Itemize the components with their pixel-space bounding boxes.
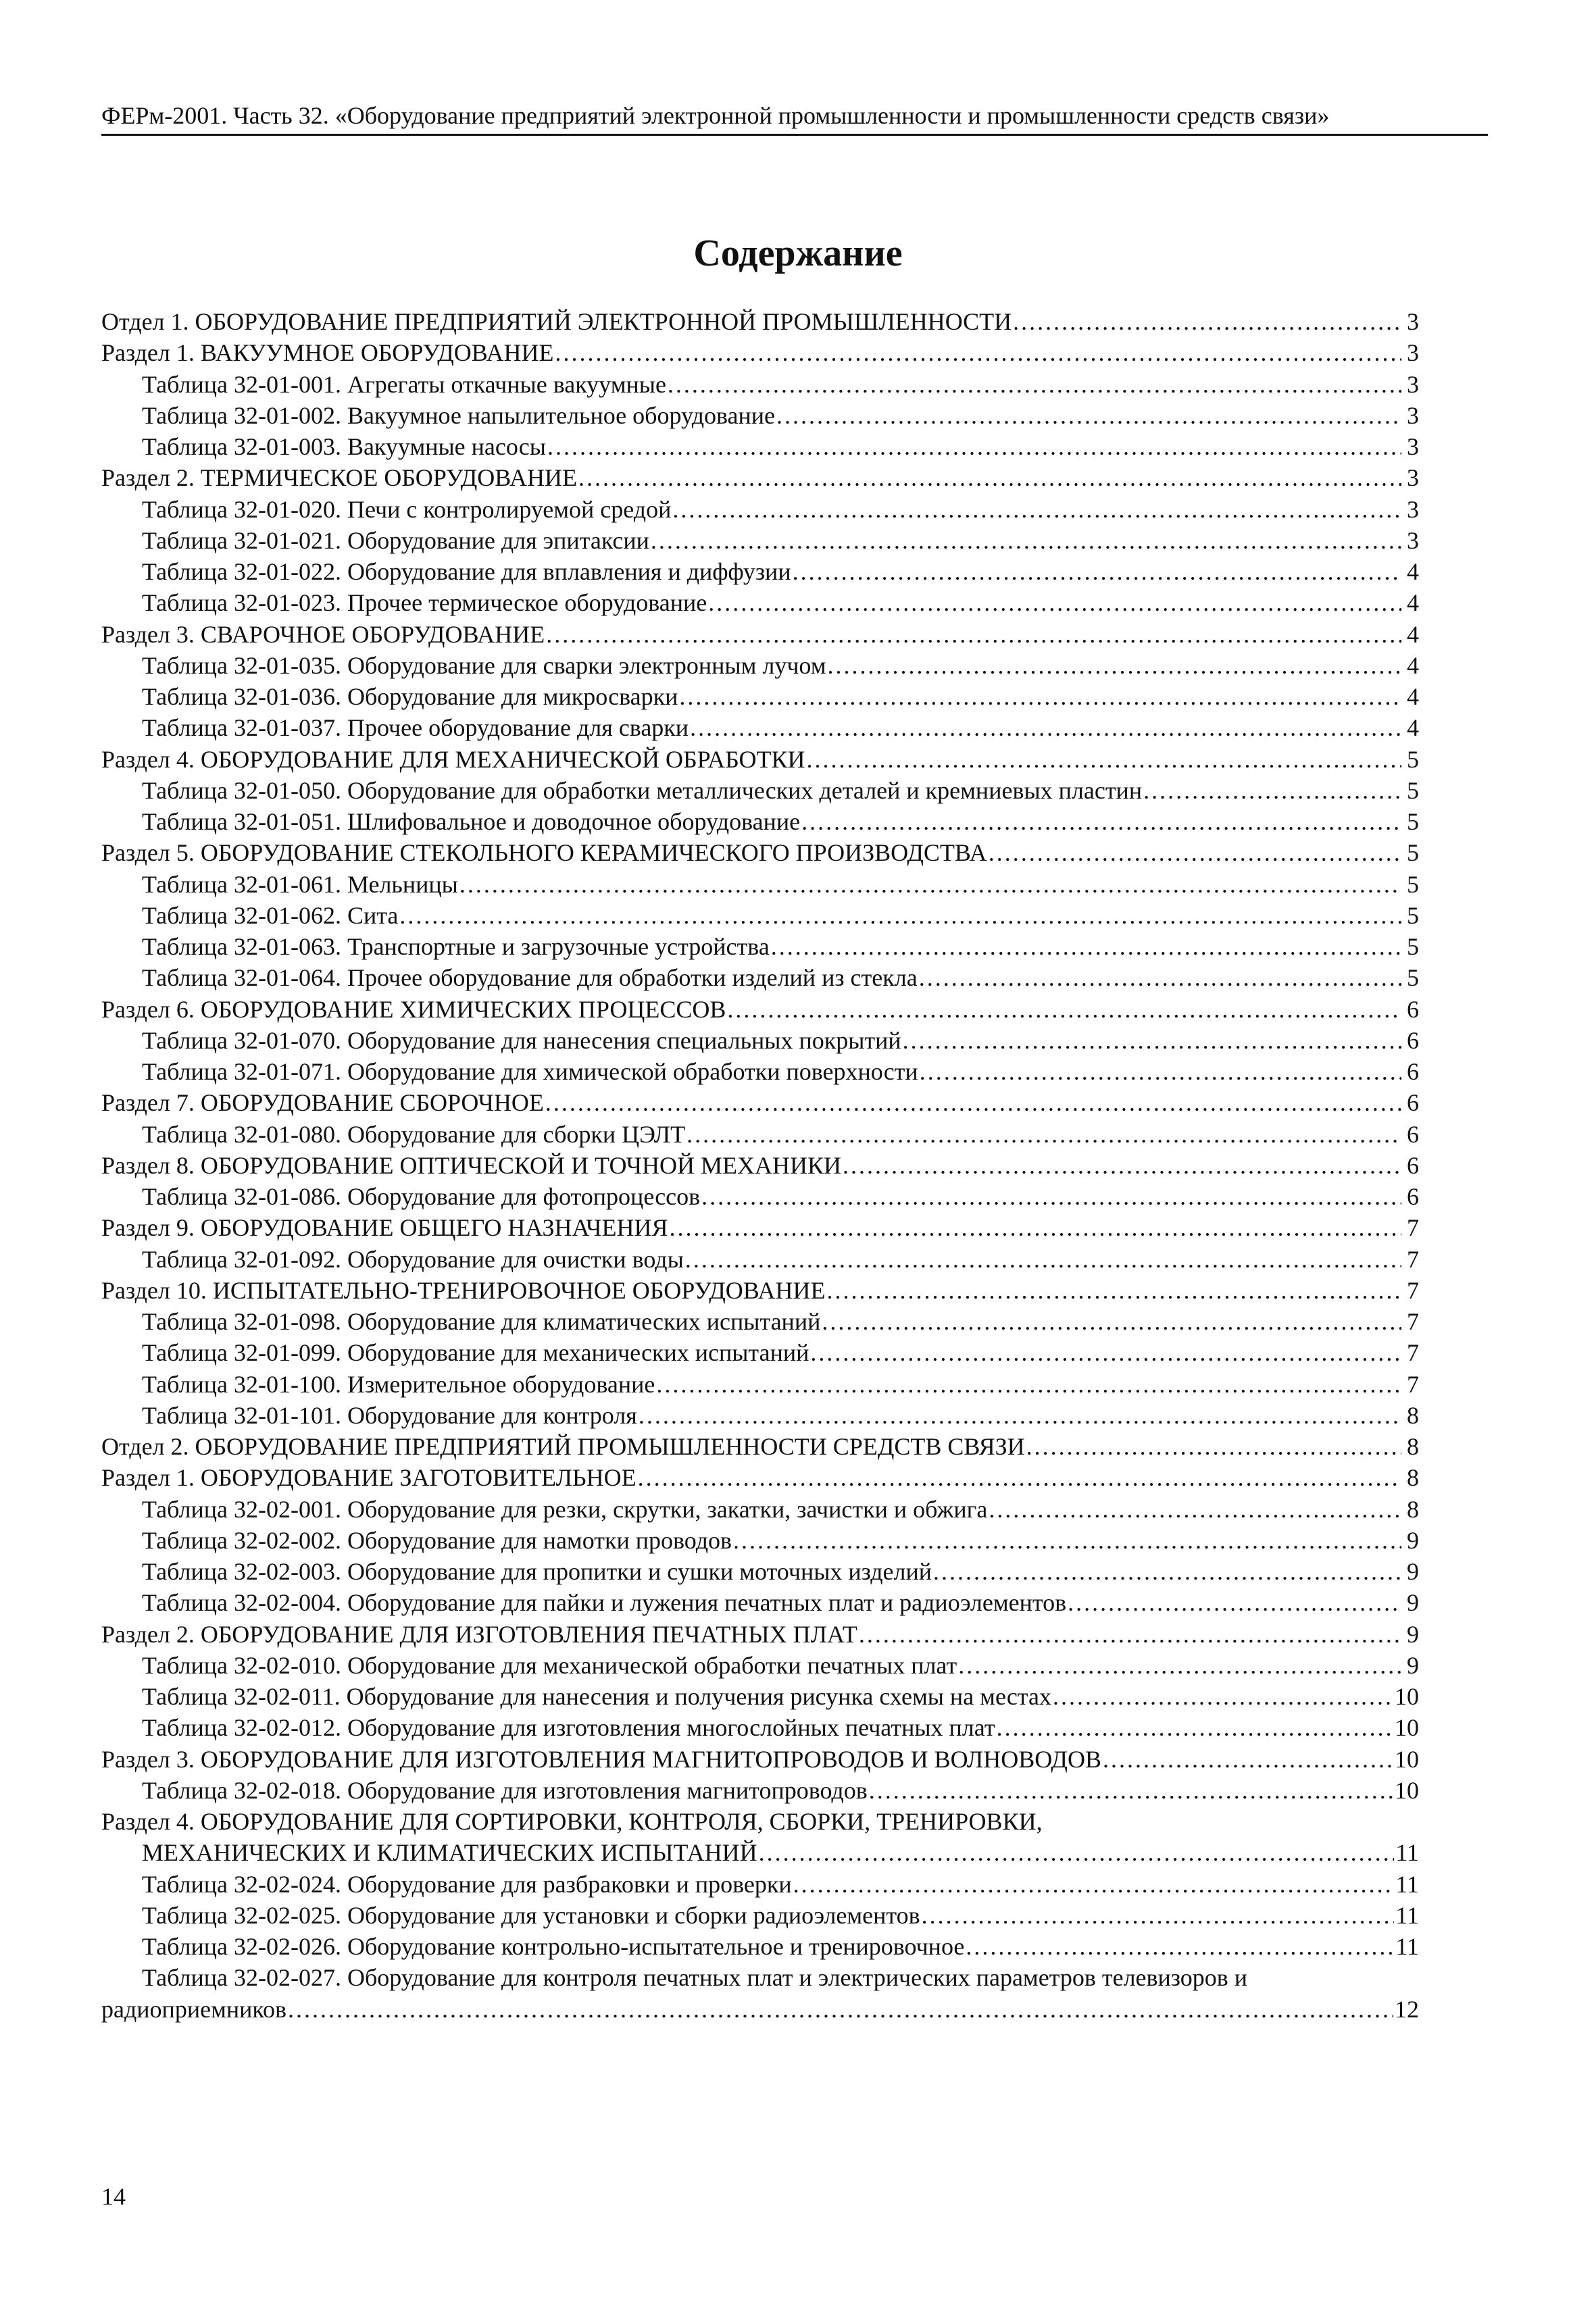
toc-leader-dots: [793, 1869, 1395, 1900]
toc-entry: [101, 1962, 1419, 2025]
toc-entry: [101, 619, 1419, 650]
toc-page-number: 3: [1407, 433, 1419, 460]
toc-entry: [101, 1181, 1419, 1212]
toc-leader-dots: [288, 1994, 1393, 2025]
toc-page-number: 8: [1407, 1401, 1419, 1429]
toc-page-number: 5: [1407, 776, 1419, 804]
toc-entry: [101, 1212, 1419, 1243]
toc-page-number: 5: [1407, 901, 1419, 929]
toc-page-number: 10: [1395, 1745, 1419, 1773]
toc-leader-dots: [793, 556, 1401, 587]
toc-leader-dots: [1053, 1681, 1393, 1712]
toc-entry-text: Раздел 2. ТЕРМИЧЕСКОЕ ОБОРУДОВАНИЕ: [101, 464, 578, 492]
toc-entry: [101, 1369, 1419, 1400]
toc-entry-text: Таблица 32-01-051. Шлифовальное и доводочное оборудование: [142, 808, 801, 835]
toc-page-number: 11: [1395, 1870, 1419, 1898]
toc-entry-text: Таблица 32-01-021. Оборудование для эпитаксии: [142, 526, 649, 554]
toc-entry: [101, 1556, 1419, 1587]
toc-entry: [101, 1900, 1419, 1931]
toc-page-number: 7: [1407, 1245, 1419, 1273]
toc-page-number: 4: [1407, 683, 1419, 710]
toc-entry: [101, 1337, 1419, 1368]
toc-entry-text: Раздел 2. ОБОРУДОВАНИЕ ДЛЯ ИЗГОТОВЛЕНИЯ ПЕЧАТНЫХ ПЛАТ: [101, 1620, 857, 1648]
toc-entry: [101, 1275, 1419, 1306]
toc-entry-text: Таблица 32-02-004. Оборудование для пайки и лужения печатных плат и радиоэлементов: [142, 1589, 1067, 1617]
toc-entry: [101, 462, 1419, 493]
toc-entry: [101, 962, 1419, 993]
toc-leader-dots: [555, 337, 1401, 368]
toc-entry-text: Раздел 5. ОБОРУДОВАНИЕ СТЕКОЛЬНОГО КЕРАМИЧЕСКОГО ПРОИЗВОДСТВА: [101, 839, 987, 867]
toc-entry-text: Раздел 1. ОБОРУДОВАНИЕ ЗАГОТОВИТЕЛЬНОЕ: [101, 1464, 637, 1492]
toc-leader-dots: [545, 1087, 1401, 1118]
toc-entry-text: Таблица 32-02-024. Оборудование для разбраковки и проверки: [142, 1870, 792, 1898]
toc-page-number: 6: [1407, 1089, 1419, 1117]
toc-leader-dots: [1013, 306, 1401, 337]
toc-page-number: 4: [1407, 651, 1419, 679]
toc-entry: [101, 775, 1419, 806]
toc-entry: [101, 587, 1419, 618]
toc-entry: [101, 900, 1419, 931]
toc-entry: [101, 1525, 1419, 1556]
toc-entry: [101, 1056, 1419, 1087]
toc-page-number: 5: [1407, 870, 1419, 898]
toc-leader-dots: [759, 1837, 1395, 1868]
toc-entry-text: Таблица 32-02-025. Оборудование для установки и сборки радиоэлементов: [142, 1901, 920, 1929]
toc-entry: [101, 1744, 1419, 1775]
toc-entry: [101, 681, 1419, 712]
toc-entry-text: Раздел 10. ИСПЫТАТЕЛЬНО-ТРЕНИРОВОЧНОЕ ОБОРУДОВАНИЕ: [101, 1276, 826, 1304]
toc-leader-dots: [669, 1212, 1401, 1243]
toc-entry-text: Таблица 32-01-002. Вакуумное напылительное оборудование: [142, 401, 776, 429]
toc-entry-text: Таблица 32-01-020. Печи с контролируемой средой: [142, 495, 672, 523]
toc-page-number: 8: [1407, 1433, 1419, 1460]
toc-entry: [101, 1025, 1419, 1056]
toc-page-number: 4: [1407, 558, 1419, 585]
toc-entry: [101, 994, 1419, 1025]
toc-entry-text: Таблица 32-01-064. Прочее оборудование для обработки изделий из стекла: [142, 964, 918, 992]
toc-leader-dots: [399, 900, 1401, 931]
toc-entry-text: Таблица 32-01-080. Оборудование для сборки ЦЭЛТ: [142, 1120, 686, 1148]
toc-entry-text: Раздел 9. ОБОРУДОВАНИЕ ОБЩЕГО НАЗНАЧЕНИЯ: [101, 1214, 668, 1242]
toc-entry-text: Таблица 32-02-027. Оборудование для контроля печатных плат и электрических параметров телевизоров и: [142, 1964, 1248, 1992]
toc-entry: [101, 556, 1419, 587]
toc-entry: [101, 1150, 1419, 1181]
toc-leader-dots: [843, 1150, 1401, 1181]
toc-entry-text: Раздел 7. ОБОРУДОВАНИЕ СБОРОЧНОЕ: [101, 1089, 544, 1117]
toc-page-number: 11: [1395, 1901, 1419, 1929]
toc-page-number: 7: [1407, 1370, 1419, 1398]
toc-entry: [101, 431, 1419, 462]
toc-entry-text: Таблица 32-01-001. Агрегаты откачные вакуумные: [142, 370, 666, 398]
toc-entry-text: радиоприемников: [101, 1995, 287, 2023]
toc-entry-text: Раздел 3. СВАРОЧНОЕ ОБОРУДОВАНИЕ: [101, 620, 545, 648]
toc-page-number: 7: [1407, 1339, 1419, 1367]
toc-page-number: 4: [1407, 589, 1419, 617]
page-title: Содержание: [693, 232, 903, 274]
toc-entry: [101, 806, 1419, 837]
toc-leader-dots: [687, 1119, 1401, 1150]
toc-entry: [101, 494, 1419, 525]
toc-entry: [101, 1650, 1419, 1681]
toc-page-number: 3: [1407, 370, 1419, 398]
toc-entry-text: Таблица 32-01-023. Прочее термическое оборудование: [142, 589, 707, 617]
toc-leader-dots: [672, 494, 1401, 525]
table-of-contents: [101, 306, 1419, 2025]
toc-entry: [101, 1494, 1419, 1525]
toc-page-number: 5: [1407, 745, 1419, 773]
toc-page-number: 10: [1395, 1714, 1419, 1742]
toc-leader-dots: [656, 1369, 1401, 1400]
page-number: 14: [101, 2183, 126, 2210]
toc-entry-text: Таблица 32-01-061. Мельницы: [142, 870, 458, 898]
toc-entry-text: Раздел 3. ОБОРУДОВАНИЕ ДЛЯ ИЗГОТОВЛЕНИЯ МАГНИТОПРОВОДОВ И ВОЛНОВОДОВ: [101, 1745, 1101, 1773]
toc-page-number: 6: [1407, 1151, 1419, 1179]
toc-leader-dots: [919, 962, 1401, 993]
toc-entry: [101, 1806, 1419, 1869]
toc-page-number: 12: [1395, 1995, 1419, 2023]
toc-leader-dots: [776, 400, 1401, 431]
toc-entry-text: Таблица 32-02-001. Оборудование для резки, скрутки, закатки, зачистки и обжига: [142, 1495, 988, 1523]
toc-entry-text: Таблица 32-01-035. Оборудование для сварки электронным лучом: [142, 651, 826, 679]
toc-entry-text: Отдел 1. ОБОРУДОВАНИЕ ПРЕДПРИЯТИЙ ЭЛЕКТРОННОЙ ПРОМЫШЛЕННОСТИ: [101, 308, 1012, 335]
toc-leader-dots: [822, 1306, 1401, 1337]
toc-entry: [101, 869, 1419, 900]
toc-page-number: 5: [1407, 839, 1419, 867]
toc-entry: [101, 306, 1419, 337]
toc-entry: [101, 337, 1419, 368]
toc-page-number: 6: [1407, 1120, 1419, 1148]
toc-page-number: 8: [1407, 1495, 1419, 1523]
toc-page-number: 7: [1407, 1214, 1419, 1242]
toc-page-number: 5: [1407, 964, 1419, 992]
toc-page-number: 7: [1407, 1308, 1419, 1335]
toc-page-number: 3: [1407, 495, 1419, 523]
toc-leader-dots: [989, 837, 1401, 868]
toc-entry-text: Таблица 32-02-026. Оборудование контрольно-испытательное и тренировочное: [142, 1933, 965, 1960]
toc-entry-text: Раздел 6. ОБОРУДОВАНИЕ ХИМИЧЕСКИХ ПРОЦЕССОВ: [101, 995, 726, 1023]
toc-page-number: 7: [1407, 1276, 1419, 1304]
toc-leader-dots: [903, 1025, 1401, 1056]
toc-page-number: 10: [1395, 1776, 1419, 1804]
toc-page-number: 4: [1407, 620, 1419, 648]
toc-entry-text: Таблица 32-01-070. Оборудование для нанесения специальных покрытий: [142, 1026, 901, 1054]
toc-entry-text: Таблица 32-01-050. Оборудование для обработки металлических деталей и кремниевых пластин: [142, 776, 1143, 804]
toc-entry: [101, 1244, 1419, 1275]
toc-entry: [101, 1587, 1419, 1618]
toc-entry: [101, 931, 1419, 962]
toc-page-number: 3: [1407, 401, 1419, 429]
toc-entry-text: Таблица 32-01-036. Оборудование для микросварки: [142, 683, 678, 710]
toc-entry-text: Раздел 8. ОБОРУДОВАНИЕ ОПТИЧЕСКОЙ И ТОЧНОЙ МЕХАНИКИ: [101, 1151, 842, 1179]
toc-entry: [101, 712, 1419, 743]
toc-entry-text: Таблица 32-01-099. Оборудование для механических испытаний: [142, 1339, 809, 1367]
toc-entry-text: Таблица 32-01-062. Сита: [142, 901, 399, 929]
toc-entry-text: Таблица 32-02-018. Оборудование для изготовления магнитопроводов: [142, 1776, 868, 1804]
toc-entry-text: Таблица 32-01-101. Оборудование для контроля: [142, 1401, 637, 1429]
toc-leader-dots: [1026, 1431, 1401, 1462]
toc-entry: [101, 1681, 1419, 1712]
toc-page-number: 11: [1395, 1839, 1419, 1867]
toc-entry: [101, 1619, 1419, 1650]
toc-leader-dots: [771, 931, 1401, 962]
toc-entry: [101, 1462, 1419, 1493]
toc-entry-text: Таблица 32-01-098. Оборудование для климатических испытаний: [142, 1308, 821, 1335]
toc-page-number: 6: [1407, 995, 1419, 1023]
toc-leader-dots: [547, 431, 1401, 462]
toc-page-number: 9: [1407, 1526, 1419, 1554]
toc-leader-dots: [638, 1462, 1401, 1493]
toc-leader-dots: [1103, 1744, 1393, 1775]
toc-page-number: 3: [1407, 526, 1419, 554]
toc-leader-dots: [546, 619, 1401, 650]
toc-entry-text: Таблица 32-01-100. Измерительное оборудование: [142, 1370, 655, 1398]
toc-entry: [101, 1775, 1419, 1806]
toc-leader-dots: [1143, 775, 1401, 806]
toc-page-number: 9: [1407, 1651, 1419, 1679]
toc-entry: [101, 1119, 1419, 1150]
toc-entry: [101, 369, 1419, 400]
toc-leader-dots: [869, 1775, 1393, 1806]
toc-entry-text: Таблица 32-01-022. Оборудование для вплавления и диффузии: [142, 558, 791, 585]
toc-entry-text: Таблица 32-01-063. Транспортные и загрузочные устройства: [142, 933, 770, 960]
toc-entry-text: Таблица 32-01-086. Оборудование для фотопроцессов: [142, 1183, 701, 1210]
toc-page-number: 8: [1407, 1464, 1419, 1492]
toc-page-number: 3: [1407, 308, 1419, 335]
toc-leader-dots: [807, 744, 1401, 775]
toc-entry: [101, 1431, 1419, 1462]
toc-leader-dots: [685, 1244, 1401, 1275]
toc-entry-text: Раздел 4. ОБОРУДОВАНИЕ ДЛЯ СОРТИРОВКИ, КОНТРОЛЯ, СБОРКИ, ТРЕНИРОВКИ,: [101, 1808, 1043, 1835]
toc-leader-dots: [701, 1181, 1401, 1212]
toc-entry: [101, 400, 1419, 431]
toc-entry-text: Таблица 32-01-071. Оборудование для химической обработки поверхности: [142, 1058, 918, 1085]
toc-entry-text: Таблица 32-01-037. Прочее оборудование для сварки: [142, 714, 689, 742]
toc-entry-text: Таблица 32-02-011. Оборудование для нанесения и получения рисунка схемы на местах: [142, 1683, 1051, 1710]
toc-page-number: 3: [1407, 464, 1419, 492]
toc-entry-text: Раздел 1. ВАКУУМНОЕ ОБОРУДОВАНИЕ: [101, 339, 554, 367]
toc-entry-text: Таблица 32-02-010. Оборудование для механической обработки печатных плат: [142, 1651, 957, 1679]
toc-leader-dots: [859, 1619, 1401, 1650]
toc-leader-dots: [810, 1337, 1401, 1368]
toc-entry: [101, 1087, 1419, 1118]
toc-entry-text: МЕХАНИЧЕСКИХ И КЛИМАТИЧЕСКИХ ИСПЫТАНИЙ: [142, 1839, 757, 1867]
toc-page-number: 9: [1407, 1558, 1419, 1585]
toc-leader-dots: [828, 650, 1401, 681]
toc-page-number: 6: [1407, 1026, 1419, 1054]
toc-page-number: 5: [1407, 808, 1419, 835]
toc-page-number: 4: [1407, 714, 1419, 742]
toc-leader-dots: [997, 1712, 1393, 1743]
toc-leader-dots: [801, 806, 1401, 837]
toc-page-number: 6: [1407, 1183, 1419, 1210]
toc-entry-text: Отдел 2. ОБОРУДОВАНИЕ ПРЕДПРИЯТИЙ ПРОМЫШЛЕННОСТИ СРЕДСТВ СВЯЗИ: [101, 1433, 1025, 1460]
toc-page-number: 9: [1407, 1589, 1419, 1617]
toc-leader-dots: [679, 681, 1401, 712]
toc-leader-dots: [966, 1931, 1394, 1962]
toc-leader-dots: [933, 1556, 1401, 1587]
toc-entry: [101, 837, 1419, 868]
toc-leader-dots: [989, 1494, 1401, 1525]
toc-page-number: 11: [1395, 1933, 1419, 1960]
page-header: ФЕРм-2001. Часть 32. «Оборудование предприятий электронной промышленности и промышленности средств связи»: [101, 100, 1488, 136]
toc-entry: [101, 744, 1419, 775]
toc-leader-dots: [1068, 1587, 1401, 1618]
toc-page-number: 9: [1407, 1620, 1419, 1648]
toc-entry: [101, 1712, 1419, 1743]
toc-page-number: 10: [1395, 1683, 1419, 1710]
toc-leader-dots: [708, 587, 1401, 618]
toc-leader-dots: [578, 462, 1401, 493]
toc-entry-text: Раздел 4. ОБОРУДОВАНИЕ ДЛЯ МЕХАНИЧЕСКОЙ ОБРАБОТКИ: [101, 745, 805, 773]
toc-entry-text: Таблица 32-02-003. Оборудование для пропитки и сушки моточных изделий: [142, 1558, 932, 1585]
toc-entry-text: Таблица 32-01-003. Вакуумные насосы: [142, 433, 546, 460]
toc-leader-dots: [668, 369, 1401, 400]
toc-page-number: 3: [1407, 339, 1419, 367]
toc-leader-dots: [459, 869, 1401, 900]
toc-entry-text: Таблица 32-02-002. Оборудование для намотки проводов: [142, 1526, 732, 1554]
toc-entry: [101, 1931, 1419, 1962]
toc-leader-dots: [958, 1650, 1401, 1681]
toc-entry-text: Таблица 32-01-092. Оборудование для очистки воды: [142, 1245, 684, 1273]
toc-entry: [101, 525, 1419, 556]
toc-page-number: 5: [1407, 933, 1419, 960]
toc-leader-dots: [651, 525, 1401, 556]
toc-leader-dots: [727, 994, 1401, 1025]
toc-leader-dots: [733, 1525, 1401, 1556]
toc-leader-dots: [690, 712, 1401, 743]
toc-leader-dots: [826, 1275, 1401, 1306]
toc-entry-text: Таблица 32-02-012. Оборудование для изготовления многослойных печатных плат: [142, 1714, 995, 1742]
toc-entry: [101, 650, 1419, 681]
toc-leader-dots: [922, 1900, 1395, 1931]
toc-page-number: 6: [1407, 1058, 1419, 1085]
toc-entry: [101, 1400, 1419, 1431]
toc-leader-dots: [920, 1056, 1401, 1087]
toc-entry: [101, 1306, 1419, 1337]
toc-leader-dots: [639, 1400, 1401, 1431]
toc-entry: [101, 1869, 1419, 1900]
